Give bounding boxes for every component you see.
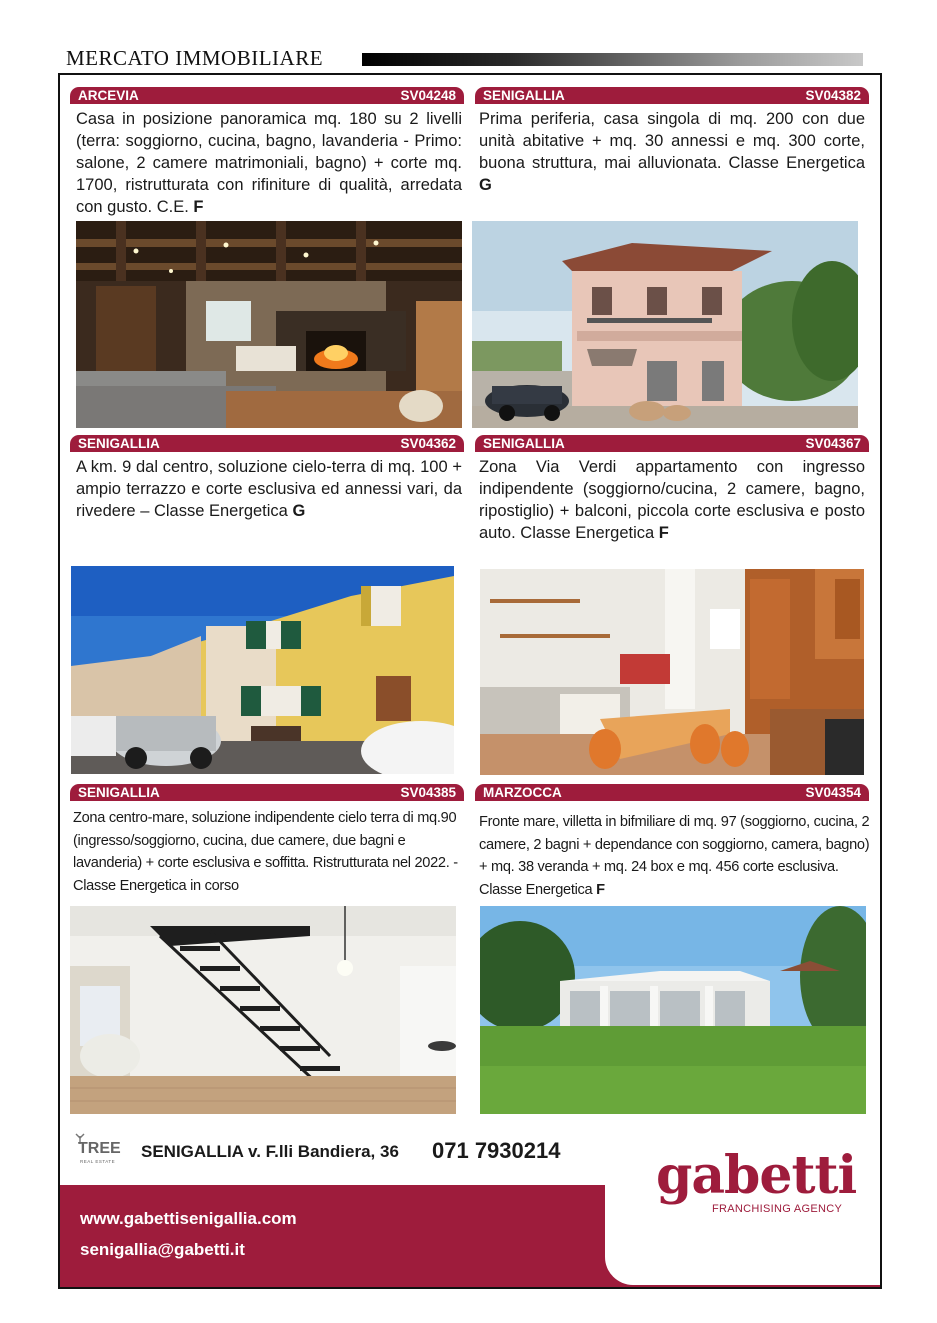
listing-code: SV04382 (805, 88, 861, 103)
listing-code: SV04385 (400, 785, 456, 800)
energy-class: F (596, 881, 605, 898)
listing-city: SENIGALLIA (78, 436, 160, 451)
listing-tag-sv04382 (475, 87, 869, 104)
listing-tag-sv04248 (70, 87, 464, 104)
tree-logo-subtext: REAL ESTATE (80, 1159, 116, 1164)
listing-city: ARCEVIA (78, 88, 139, 103)
section-title: MERCATO IMMOBILIARE (66, 46, 324, 70)
listing-code: SV04354 (805, 785, 861, 800)
tree-logo-text: TREE (78, 1140, 121, 1157)
listing-photo-living-room (76, 221, 462, 428)
listing-city: SENIGALLIA (483, 436, 565, 451)
listing-description: Fronte mare, villetta in bifmiliare di mq. 97 (soggiorno, cucina, 2 camere, 2 bagni + dependance con soggiorno, camera, bagno) + mq. 38 veranda + mq. 24 box e mq. 456 corte esclusiva. Classe Energetica F (479, 814, 870, 898)
listing-tag-sv04354 (475, 784, 869, 801)
energy-class: G (479, 176, 492, 194)
listing-photo-villa (480, 906, 866, 1114)
header-gradient-bar (362, 53, 863, 66)
listing-description: Zona Via Verdi appartamento con ingresso indipendente (soggiorno/cucina, 2 camere, bagno, ripostiglio) + balconi, piccola corte esclusiva e posto auto. Classe Energetica F (479, 458, 865, 542)
listing-description: A km. 9 dal centro, soluzione cielo-terra di mq. 100 + ampio terrazzo e corte esclusiva ed annessi vari, da rivedere – Classe Energetica G (76, 458, 462, 520)
listing-description: Zona centro-mare, soluzione indipendente cielo terra di mq.90 (ingresso/soggiorno, cucina, due camere, due bagni e lavanderia) + corte esclusiva e soffitta. Ristrutturata nel 2022. - Classe Energetica in corso (73, 810, 458, 894)
listing-code: SV04367 (805, 436, 861, 451)
listing-tag-sv04367 (475, 435, 869, 452)
listing-photo-street-houses (71, 566, 454, 774)
gabetti-logo-subtext: FRANCHISING AGENCY (712, 1203, 843, 1215)
listing-tag-sv04362 (70, 435, 464, 452)
listing-city: SENIGALLIA (78, 785, 160, 800)
agency-address: SENIGALLIA v. F.lli Bandiera, 36 (141, 1142, 399, 1161)
listing-city: SENIGALLIA (483, 88, 565, 103)
energy-class: F (193, 198, 204, 216)
energy-class: F (658, 524, 669, 542)
listing-city: MARZOCCA (483, 785, 562, 800)
agency-email-link[interactable]: senigallia@gabetti.it (80, 1240, 245, 1259)
listing-tag-sv04385 (70, 784, 464, 801)
gabetti-logo-text: gabetti (656, 1145, 857, 1206)
listing-description: Prima periferia, casa singola di mq. 200 con due unità abitative + mq. 30 annessi e mq. 300 corte, buona struttura, mai alluvionata. Classe Energetica G (479, 110, 865, 194)
listing-description: Casa in posizione panoramica mq. 180 su 2 livelli (terra: soggiorno, cucina, bagno, lavanderia - Primo: salone, 2 camere matrimoniali, bagno) + corte mq. 1700, ristrutturata con rifiniture di qualità, arredata con gusto. C.E. F (76, 110, 462, 216)
listing-code: SV04362 (400, 436, 456, 451)
energy-class: G (292, 502, 306, 520)
agency-website-link[interactable]: www.gabettisenigallia.com (80, 1209, 297, 1228)
agency-phone[interactable]: 071 7930214 (432, 1138, 561, 1163)
listing-photo-kitchen (480, 569, 864, 775)
listing-photo-staircase (70, 906, 456, 1114)
listing-photo-house-exterior (472, 221, 858, 428)
listing-code: SV04248 (400, 88, 456, 103)
